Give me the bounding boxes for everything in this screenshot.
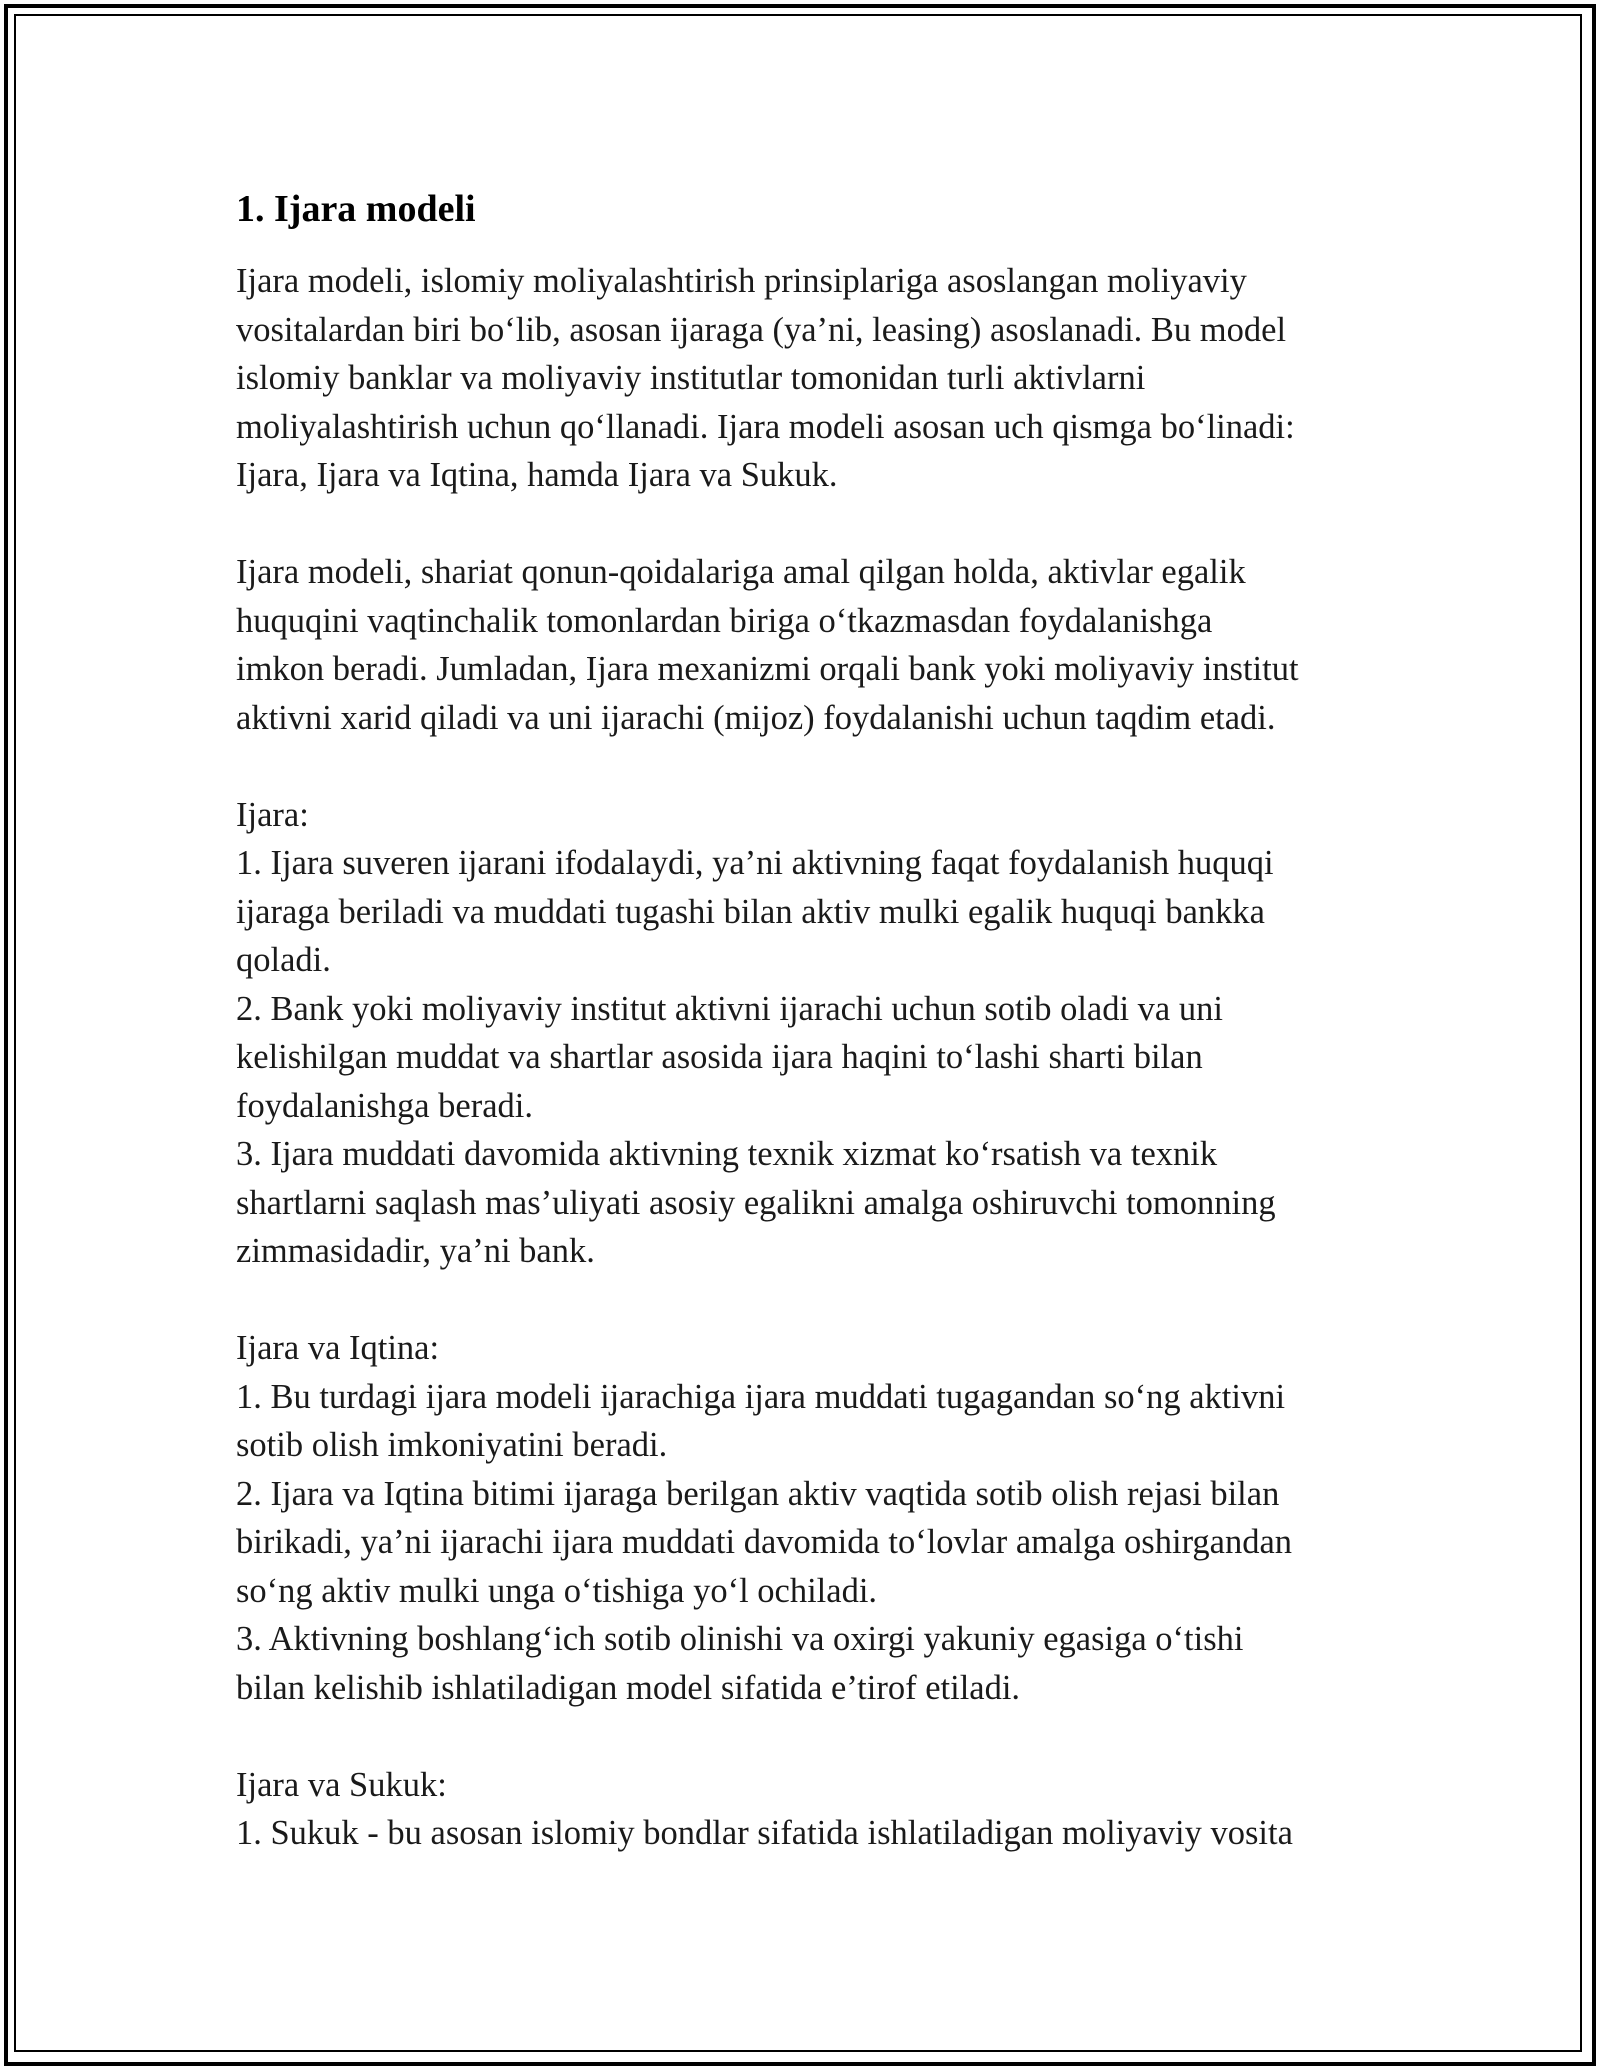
ijara-iqtina-section: Ijara va Iqtina: 1. Bu turdagi ijara modeli ijarachiga ijara muddati tugagandan so‘ng aktivni sotib olish imkoniyatini beradi. 2. Ijara va Iqtina bitimi ijaraga berilgan aktiv vaqtida sotib olish rejasi bilan birikadi, ya’ni ijarachi ijara muddati davomida to‘lovlar amalga oshirgandan so‘ng aktiv mulki unga o‘tishiga yo‘l ochiladi. 3. Aktivning boshlang‘ich sotib olinishi va oxirgi yakuniy egasiga o‘tishi bilan kelishib ishlatiladigan model sifatida e’tirof etiladi. (236, 1329, 1293, 1707)
document-body (236, 185, 1416, 1858)
paragraph-spacer (236, 1276, 1416, 1325)
paragraph-spacer (236, 500, 1416, 549)
shariat-paragraph: Ijara modeli, shariat qonun-qoidalariga amal qilgan holda, aktivlar egalik huquqini vaqtinchalik tomonlardan biriga o‘tkazmasdan foydalanishga imkon beradi. Jumladan, Ijara mexanizmi orqali bank yoki moliyaviy institut aktivni xarid qiladi va uni ijarachi (mijoz) foydalanishi uchun taqdim etadi. (236, 553, 1299, 737)
paragraph-spacer (236, 1712, 1416, 1761)
paragraph-spacer (236, 742, 1416, 791)
ijara-sukuk-section: Ijara va Sukuk: 1. Sukuk - bu asosan islomiy bondlar sifatida ishlatiladigan moliyaviy vosita (236, 1765, 1293, 1852)
section-heading: 1. Ijara modeli (236, 188, 476, 230)
intro-paragraph: Ijara modeli, islomiy moliyalashtirish prinsiplariga asoslangan moliyaviy vositalardan biri bo‘lib, asosan ijaraga (ya’ni, leasing) asoslanadi. Bu model islomiy banklar va moliyaviy institutlar tomonidan turli aktivlarni moliyalashtirish uchun qo‘llanadi. Ijara modeli asosan uch qismga bo‘linadi: Ijara, Ijara va Iqtina, hamda Ijara va Sukuk. (236, 262, 1295, 494)
ijara-section: Ijara: 1. Ijara suveren ijarani ifodalaydi, ya’ni aktivning faqat foydalanish huquqi ijaraga beriladi va muddati tugashi bilan aktiv mulki egalik huquqi bankka qoladi. 2. Bank yoki moliyaviy institut aktivni ijarachi uchun sotib oladi va uni kelishilgan muddat va shartlar asosida ijara haqini to‘lashi sharti bilan foydalanishga beradi. 3. Ijara muddati davomida aktivning texnik xizmat ko‘rsatish va texnik shartlarni saqlash mas’uliyati asosiy egalikni amalga oshiruvchi tomonning zimmasidadir, ya’ni bank. (236, 795, 1276, 1270)
